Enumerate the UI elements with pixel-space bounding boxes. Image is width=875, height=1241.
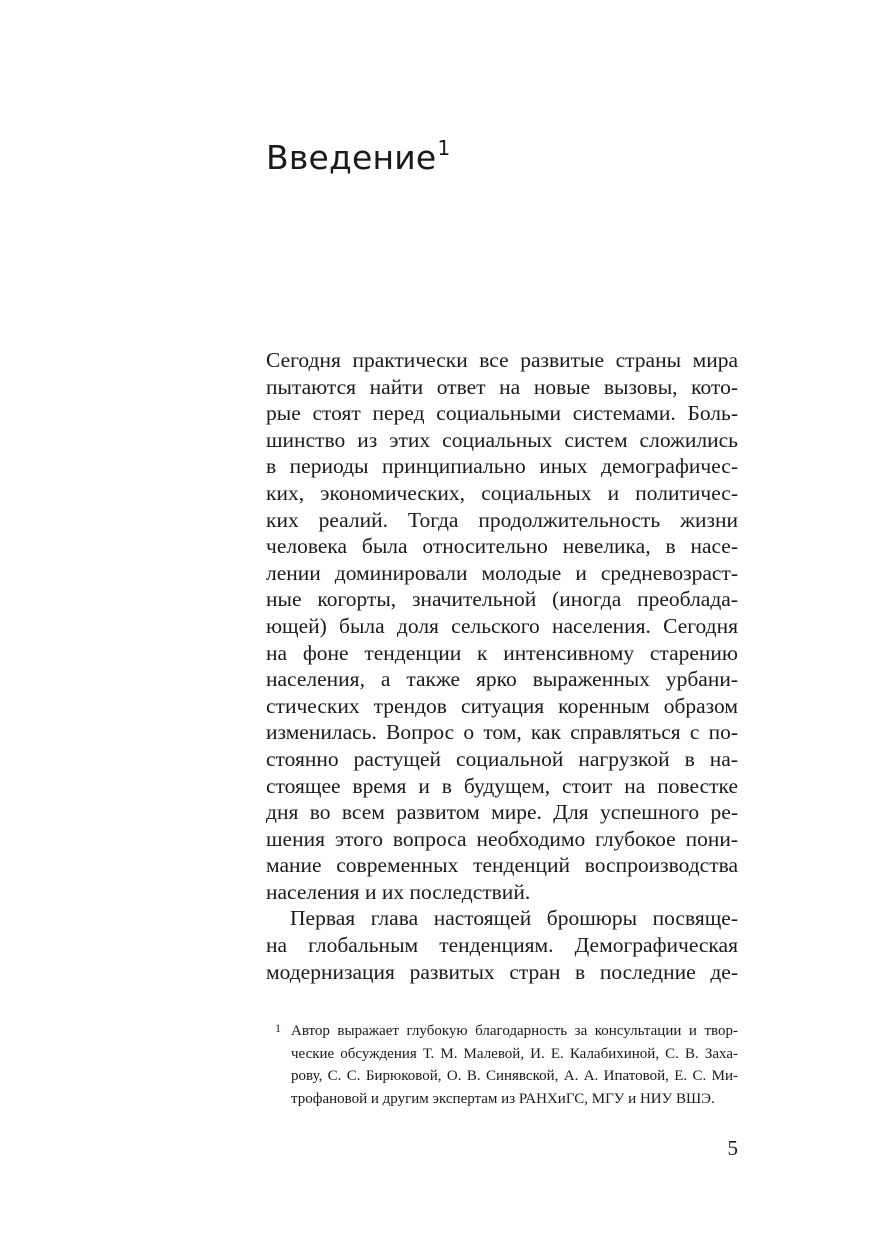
page-number: 5 bbox=[727, 1136, 738, 1160]
footnote-line: трофановой и другим экспертам из РАНХиГС, МГУ и НИУ ВШЭ. bbox=[291, 1090, 715, 1107]
footnote-line: Автор выражает глубокую благодарность за консультации и твор- bbox=[291, 1023, 738, 1039]
body-text bbox=[266, 347, 738, 985]
body-line: мание современных тенденций воспроизводства bbox=[266, 853, 738, 878]
body-line: населения, а также ярко выраженных урбани- bbox=[266, 667, 738, 692]
body-line: шения этого вопроса необходимо глубокое пони- bbox=[266, 826, 738, 851]
body-line: Первая глава настоящей брошюры посвяще- bbox=[290, 906, 738, 931]
body-line: рые стоят перед социальными системами. Боль- bbox=[266, 401, 738, 426]
body-line: населения и их последствий. bbox=[266, 879, 531, 904]
body-line: пытаются найти ответ на новые вызовы, кото- bbox=[266, 374, 738, 399]
body-line: стических трендов ситуация коренным образом bbox=[266, 693, 738, 718]
body-line: ких, экономических, социальных и политичес- bbox=[266, 480, 738, 505]
body-line: стоянно растущей социальной нагрузкой в на- bbox=[266, 746, 738, 771]
body-line: на глобальным тенденциям. Демографическая bbox=[266, 933, 738, 958]
body-line: дня во всем развитом мире. Для успешного ре- bbox=[266, 800, 738, 825]
body-line: стоящее время и в будущем, стоит на повестке bbox=[266, 773, 738, 798]
footnote-line: рову, С. С. Бирюковой, О. В. Синявской, А. А. Ипатовой, Е. С. Ми- bbox=[291, 1068, 738, 1085]
footnote-mark: 1 bbox=[275, 1021, 281, 1035]
footnote-text bbox=[291, 1020, 738, 1110]
body-line: ные когорты, значительной (иногда преоблада- bbox=[266, 587, 738, 612]
body-line: модернизация развитых стран в последние де- bbox=[266, 959, 738, 984]
body-line: Сегодня практически все развитые страны мира bbox=[266, 348, 738, 372]
chapter-heading bbox=[266, 128, 450, 180]
body-line: лении доминировали молодые и средневозраст- bbox=[266, 560, 738, 585]
footnote-line: ческие обсуждения Т. М. Малевой, И. Е. Калабихиной, С. В. Заха- bbox=[291, 1045, 738, 1062]
body-line: шинство из этих социальных систем сложились bbox=[266, 427, 738, 452]
footnote-reference: 1 bbox=[437, 136, 451, 160]
body-line: на фоне тенденции к интенсивному старению bbox=[266, 640, 738, 665]
body-line: в периоды принципиально иных демографичес- bbox=[266, 454, 738, 479]
body-line: изменилась. Вопрос о том, как справляться с по- bbox=[266, 720, 738, 745]
chapter-title: Введение bbox=[266, 138, 437, 177]
body-line: человека была относительно невелика, в насе- bbox=[266, 534, 738, 559]
body-line: ких реалий. Тогда продолжительность жизни bbox=[266, 507, 738, 532]
body-line: ющей) была доля сельского населения. Сегодня bbox=[266, 613, 738, 638]
